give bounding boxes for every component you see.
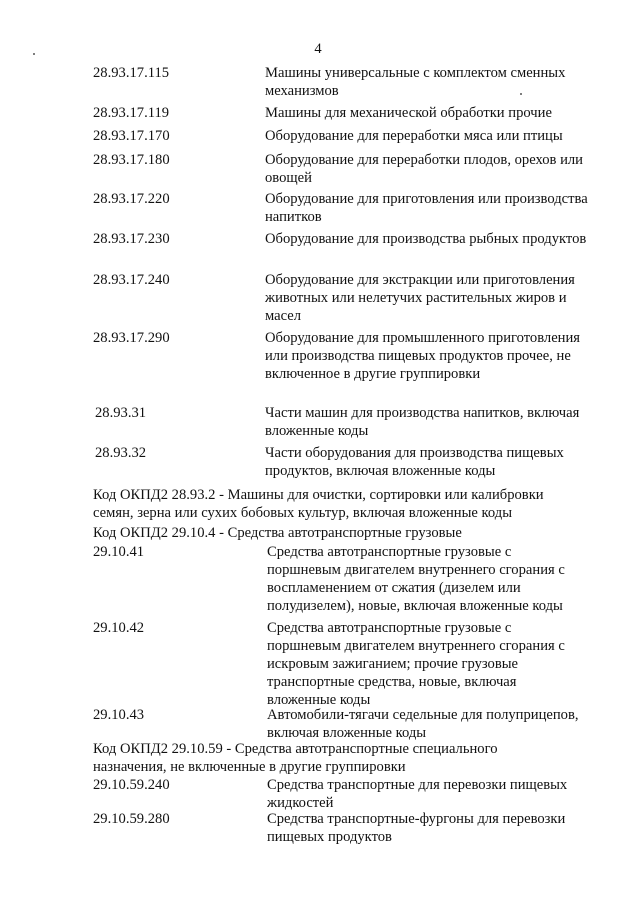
page-number: 4 <box>314 41 322 57</box>
entry-code: 28.93.17.180 <box>93 152 170 168</box>
entry-description: Средства автотранспортные грузовые с поршневым двигателем внутреннего сгорания с искровым зажиганием; прочие грузовые транспортные средства, новые, включая вложенные коды <box>267 620 565 708</box>
entry-code: 29.10.41 <box>93 544 145 560</box>
entry-code: 28.93.17.220 <box>93 191 170 207</box>
entry-code: 29.10.59.280 <box>93 811 170 827</box>
entry-code: 28.93.17.240 <box>93 272 170 288</box>
entry-code: 28.93.31 <box>95 405 147 421</box>
okpd2-heading-29-10-4: Код ОКПД2 29.10.4 - Средства автотранспортные грузовые <box>93 525 462 541</box>
entry-description: Оборудование для переработки плодов, орехов или овощей <box>265 152 583 186</box>
entry-description: Средства транспортные-фургоны для перевозки пищевых продуктов <box>267 811 566 845</box>
entry-code: 29.10.42 <box>93 620 145 636</box>
okpd2-heading-28-93-2: Код ОКПД2 28.93.2 - Машины для очистки, сортировки или калибровки семян, зерна или сухих бобовых культур, включая вложенные коды <box>93 487 544 521</box>
entry-description: Оборудование для приготовления или производства напитков <box>265 191 588 225</box>
entry-description: Оборудование для переработки мяса или птицы <box>265 128 563 144</box>
entry-description: Средства автотранспортные грузовые с поршневым двигателем внутреннего сгорания с воспламенением от сжатия (дизелем или полудизелем), новые, включая вложенные коды <box>267 544 565 614</box>
entry-description: Средства транспортные для перевозки пищевых жидкостей <box>267 777 568 811</box>
entry-description: Машины для механической обработки прочие <box>265 105 552 121</box>
entry-description: Части машин для производства напитков, включая вложенные коды <box>265 405 580 439</box>
entry-code: 28.93.17.290 <box>93 330 170 346</box>
entry-code: 28.93.32 <box>95 445 147 461</box>
entry-description: Автомобили-тягачи седельные для полуприцепов, включая вложенные коды <box>267 707 579 741</box>
entry-code: 28.93.17.119 <box>93 105 170 121</box>
entry-code: 29.10.59.240 <box>93 777 170 793</box>
entry-description: Машины универсальные с комплектом сменных механизмов <box>265 65 566 99</box>
entry-code: 28.93.17.115 <box>93 65 170 81</box>
entry-code: 28.93.17.170 <box>93 128 170 144</box>
okpd2-heading-29-10-59: Код ОКПД2 29.10.59 - Средства автотранспортные специального назначения, не включенные в другие группировки <box>93 741 498 775</box>
entry-code: 28.93.17.230 <box>93 231 170 247</box>
entry-description: Оборудование для экстракции или приготовления животных или нелетучих растительных жиров и масел <box>265 272 575 324</box>
entry-description: Оборудование для производства рыбных продуктов <box>265 231 587 247</box>
entry-description: Оборудование для промышленного приготовления или производства пищевых продуктов прочее, не включенное в другие группировки <box>265 330 581 382</box>
entry-code: 29.10.43 <box>93 707 145 723</box>
entry-description: Части оборудования для производства пищевых продуктов, включая вложенные коды <box>265 445 564 479</box>
